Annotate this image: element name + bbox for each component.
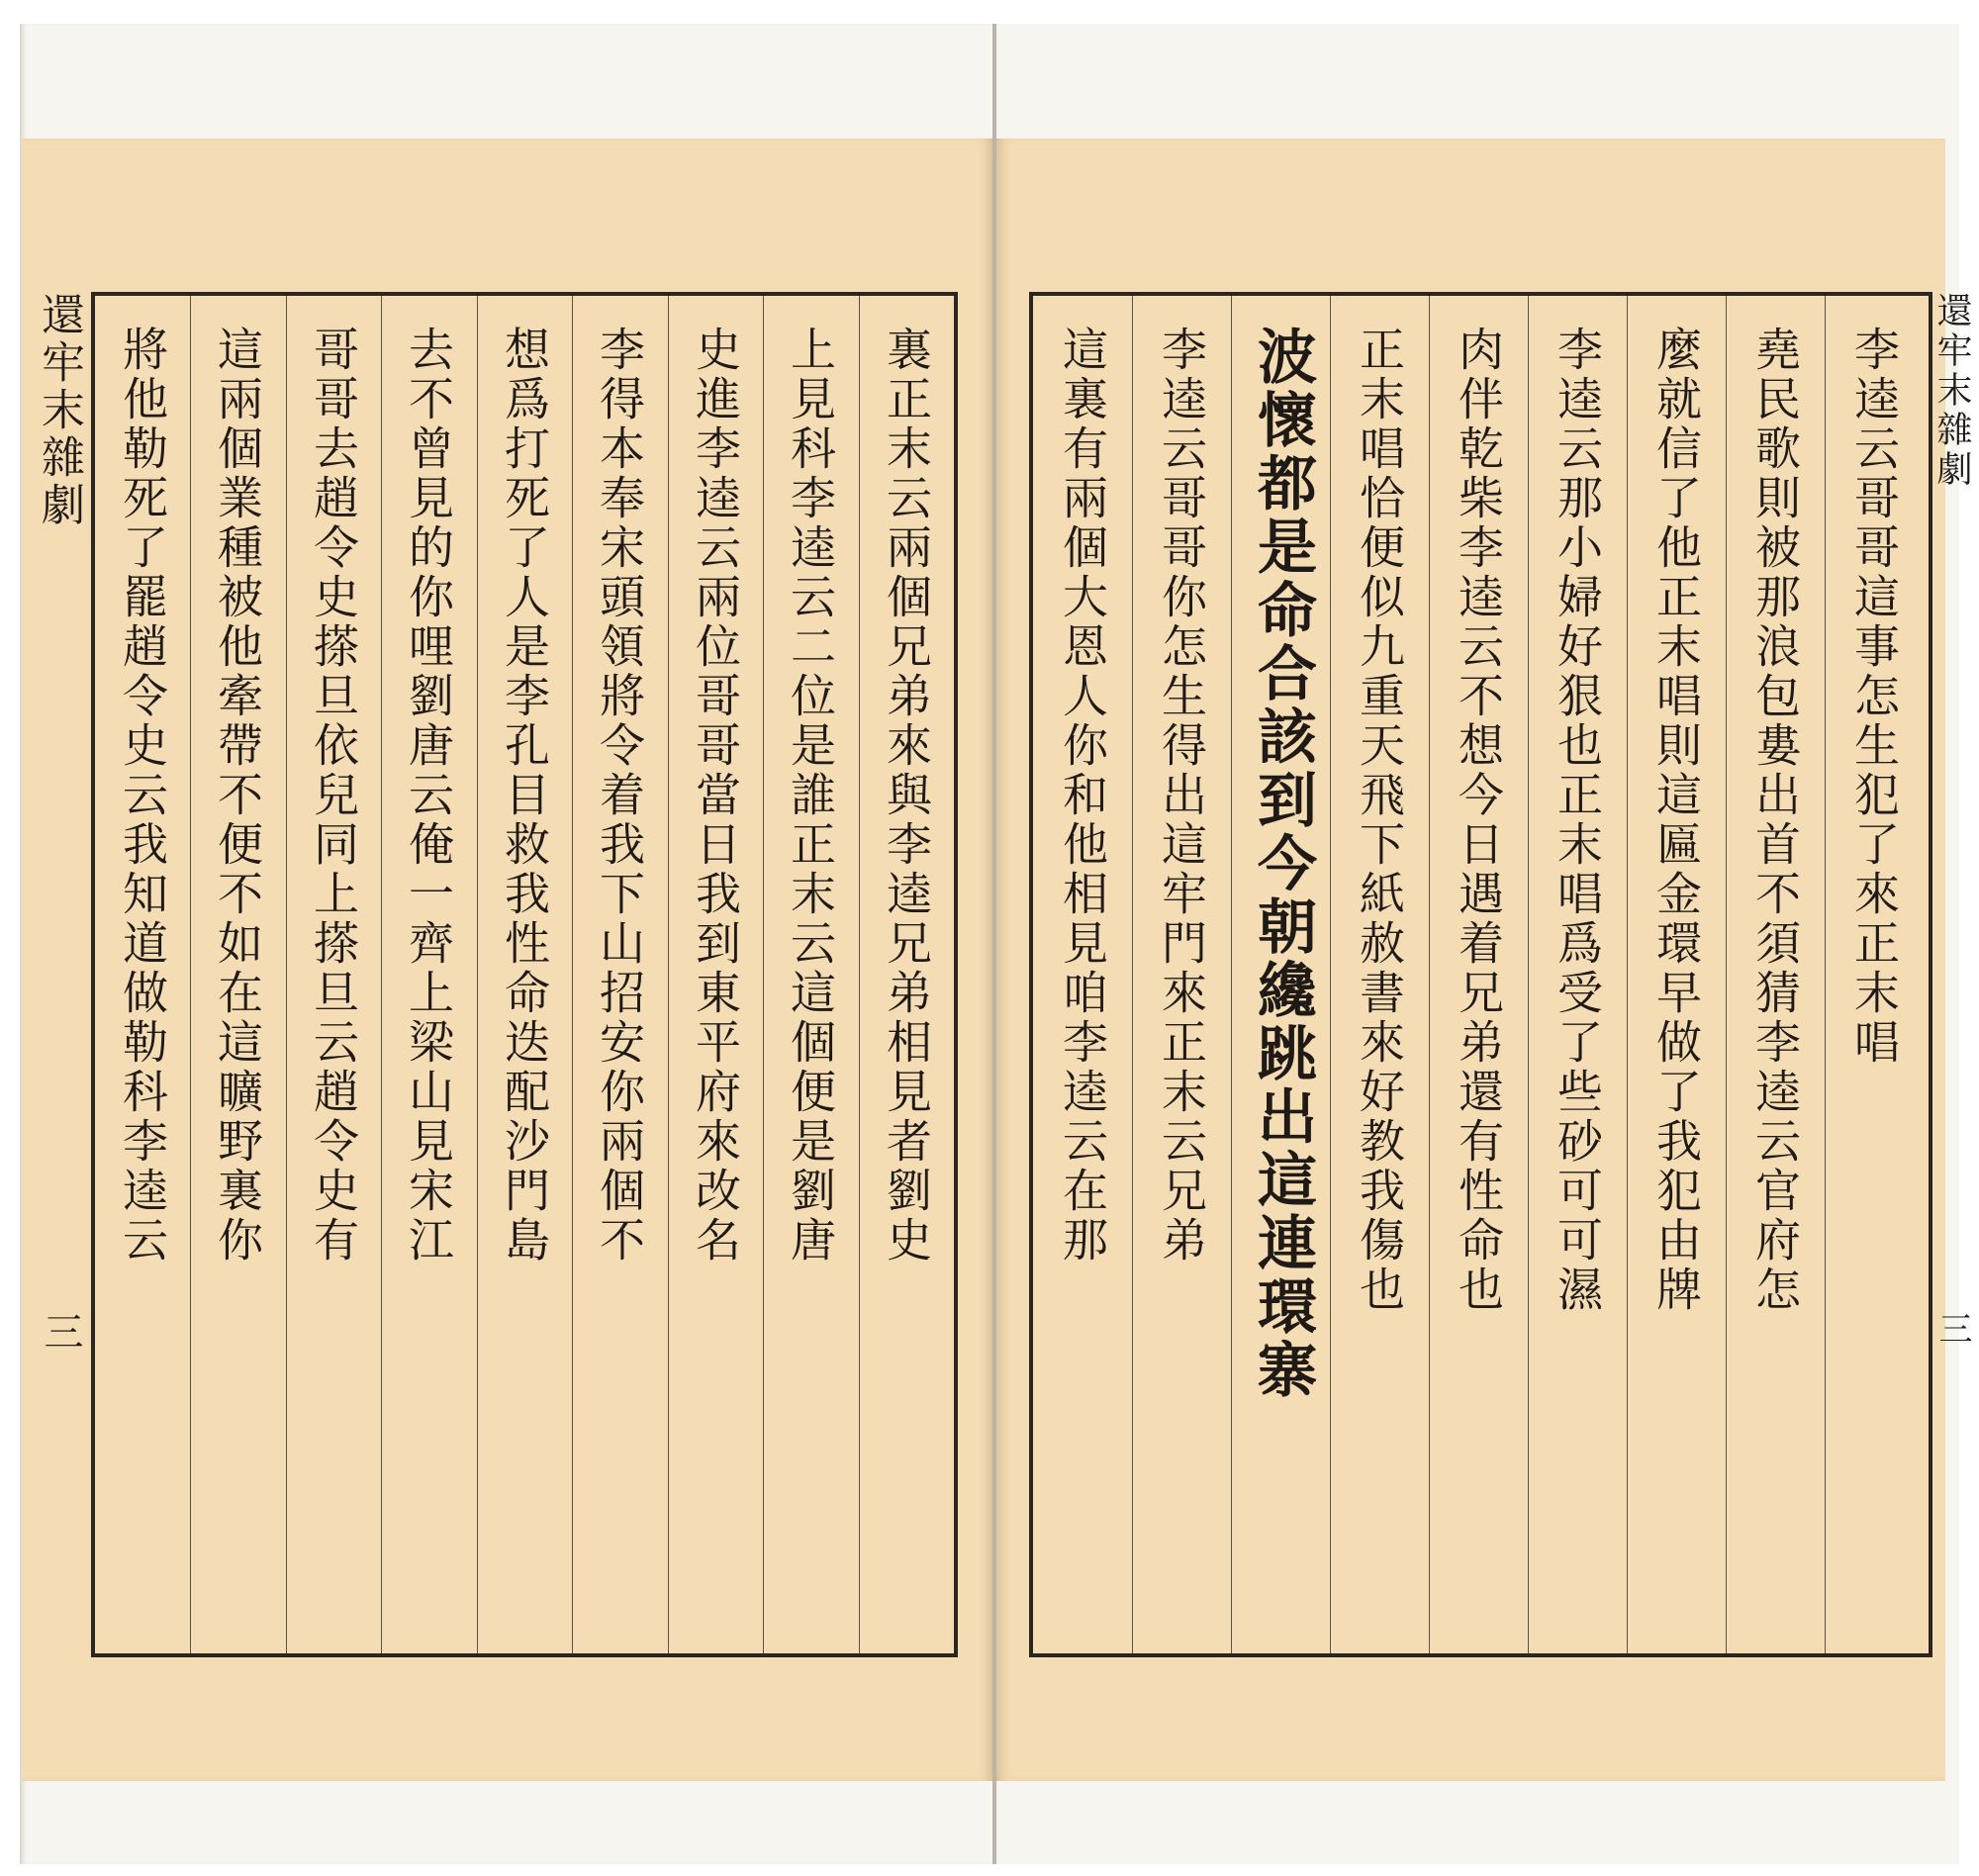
text-column: 想爲打死了人是李孔目救我性命迭配沙門島: [498, 326, 551, 1266]
column-rule: [1825, 296, 1826, 1653]
right-text-frame: [1029, 292, 1932, 1657]
column-rule: [477, 296, 478, 1653]
right-margin-title: [1932, 292, 1971, 1649]
text-column: 麼就信了他正末唱則這匾金環早做了我犯由牌: [1649, 326, 1703, 1315]
column-rule: [286, 296, 287, 1653]
book-gutter: [992, 24, 996, 1864]
text-column: 裏正末云兩個兄弟來與李逵兄弟相見者劉史: [880, 326, 933, 1266]
left-margin-title-text: 還牢末雜劇: [34, 292, 84, 529]
right-margin-title-text: 還牢末雜劇: [1932, 292, 1972, 490]
column-rule: [1132, 296, 1133, 1653]
column-rule: [668, 296, 669, 1653]
text-column: 李逵云哥哥這事怎生犯了來正末唱: [1847, 326, 1901, 1068]
column-rule: [572, 296, 573, 1653]
left-margin-title: [28, 292, 87, 1649]
text-column: 李逵云哥哥你怎生得出這牢門來正末云兄弟: [1155, 326, 1208, 1266]
column-rule: [859, 296, 860, 1653]
left-page-number: 三: [38, 1311, 83, 1355]
text-column: 史進李逵云兩位哥哥當日我到東平府來改名: [689, 326, 742, 1266]
left-text-frame: [91, 292, 958, 1657]
text-column: 正末唱恰便似九重天飛下紙赦書來好教我傷也: [1353, 326, 1406, 1315]
text-column: 李逵云那小婦好狠也正末唱爲受了些砂可可濕: [1551, 326, 1604, 1315]
column-rule: [1726, 296, 1727, 1653]
text-column: 去不曾見的你哩劉唐云俺一齊上梁山見宋江: [402, 326, 455, 1266]
text-column: 肉伴乾柴李逵云不想今日遇着兄弟還有性命也: [1452, 326, 1505, 1315]
column-rule: [1528, 296, 1529, 1653]
column-rule: [1627, 296, 1628, 1653]
column-rule: [190, 296, 191, 1653]
text-column: 波懷都是命合該到今朝纔跳出這連環寨: [1248, 326, 1317, 1402]
column-rule: [1429, 296, 1430, 1653]
text-column: 這兩個業種被他牽帶不便不如在這曠野裏你: [211, 326, 264, 1266]
text-column: 上見科李逵云二位是誰正末云這個便是劉唐: [784, 326, 837, 1266]
column-rule: [763, 296, 764, 1653]
text-column: 將他勒死了罷趙令史云我知道做勒科李逵云: [116, 326, 169, 1266]
column-rule: [381, 296, 382, 1653]
text-column: 堯民歌則被那浪包婁出首不須猜李逵云官府怎: [1748, 326, 1802, 1315]
right-page-number: 三: [1932, 1311, 1972, 1349]
text-column: 哥哥去趙令史搽旦依兒同上搽旦云趙令史有: [307, 326, 360, 1266]
text-column: 這裏有兩個大恩人你和他相見咱李逵云在那: [1056, 326, 1109, 1266]
text-column: 李得本奉宋頭領將令着我下山招安你兩個不: [593, 326, 646, 1266]
column-rule: [1231, 296, 1232, 1653]
column-rule: [1330, 296, 1331, 1653]
